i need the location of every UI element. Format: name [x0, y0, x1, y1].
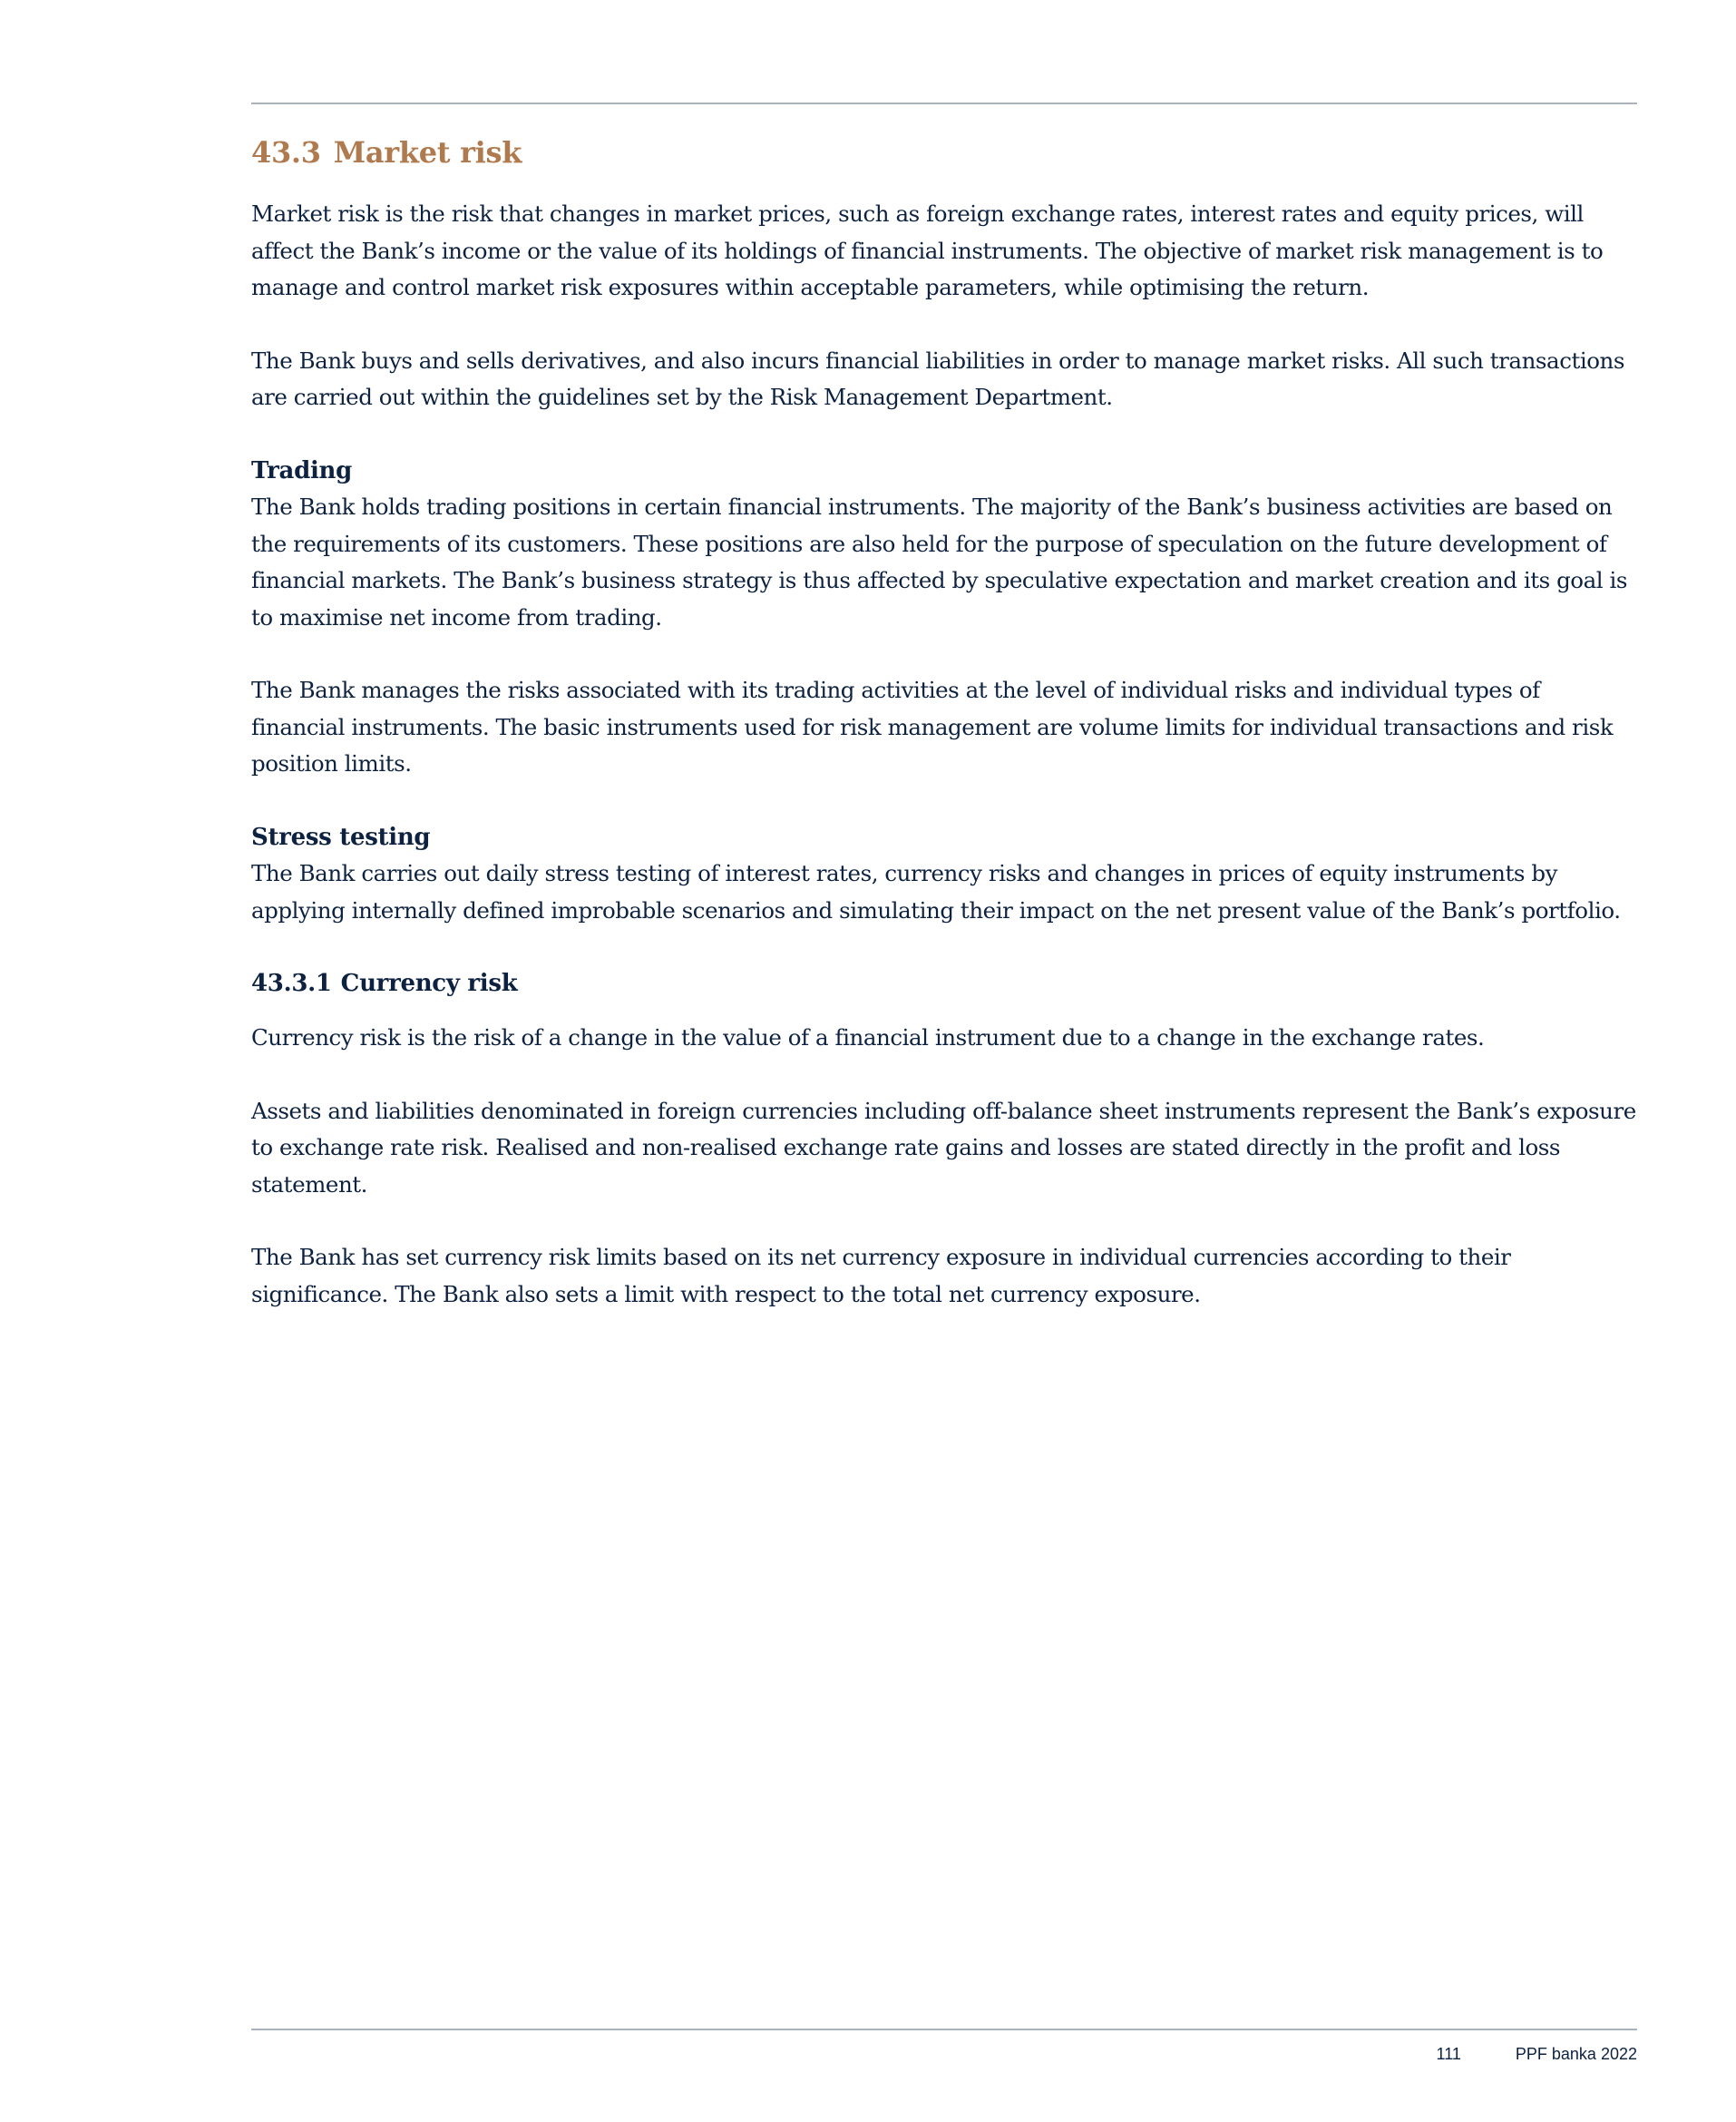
subsection-title-text: Currency risk: [340, 970, 518, 997]
currency-paragraph-2: Assets and liabilities denominated in foreign currencies including off-balance sheet instruments represent the Bank’s exposure to exchange rate risk. Realised and non-realised exchange rate gains and losses are stated directly in the profit and loss statement.: [251, 1097, 1636, 1198]
subsection-number: 43.3.1: [251, 970, 332, 997]
stress-testing-heading: Stress testing: [251, 823, 431, 851]
section-title: [251, 127, 1639, 178]
trading-paragraph-2: The Bank manages the risks associated with its trading activities at the level of individual risks and individual types of financial instruments. The basic instruments used for risk management are volume limits for individual transactions and risk position limits.: [251, 677, 1614, 777]
publication-name: PPF banka 2022: [1515, 2045, 1637, 2063]
top-divider: [251, 103, 1637, 104]
page-footer: [1437, 2043, 1637, 2065]
currency-paragraph-3: The Bank has set currency risk limits based on its net currency exposure in individual currencies according to their significance. The Bank also sets a limit with respect to the total net currency exposure.: [251, 1244, 1511, 1307]
section-number: 43.3: [251, 135, 321, 170]
subsection-title: [251, 965, 1639, 1002]
currency-paragraph-1: Currency risk is the risk of a change in the value of a financial instrument due to a change in the exchange rates.: [251, 1024, 1485, 1051]
intro-paragraph-2: The Bank buys and sells derivatives, and also incurs financial liabilities in order to manage market risks. All such transactions are carried out within the guidelines set by the Risk Management Department.: [251, 347, 1625, 410]
page-content: [251, 127, 1639, 1349]
bottom-divider: [251, 2029, 1637, 2030]
page-number: 111: [1436, 2045, 1461, 2063]
stress-testing-paragraph: The Bank carries out daily stress testing of interest rates, currency risks and changes in prices of equity instruments by applying internally defined improbable scenarios and simulating their impact on the net present value of the Bank’s portfolio.: [251, 860, 1621, 924]
trading-heading: Trading: [251, 456, 353, 484]
section-title-text: Market risk: [333, 135, 522, 170]
intro-paragraph-1: Market risk is the risk that changes in market prices, such as foreign exchange rates, interest rates and equity prices, will affect the Bank’s income or the value of its holdings of financial instruments. The objective of market risk management is to manage and control market risk exposures within acceptable parameters, while optimising the return.: [251, 200, 1604, 300]
trading-paragraph-1: The Bank holds trading positions in certain financial instruments. The majority of the Bank’s business activities are based on the requirements of its customers. These positions are also held for the purpose of speculation on the future development of financial markets. The Bank’s business strategy is thus affected by speculative expectation and market creation and its goal is to maximise net income from trading.: [251, 494, 1627, 631]
